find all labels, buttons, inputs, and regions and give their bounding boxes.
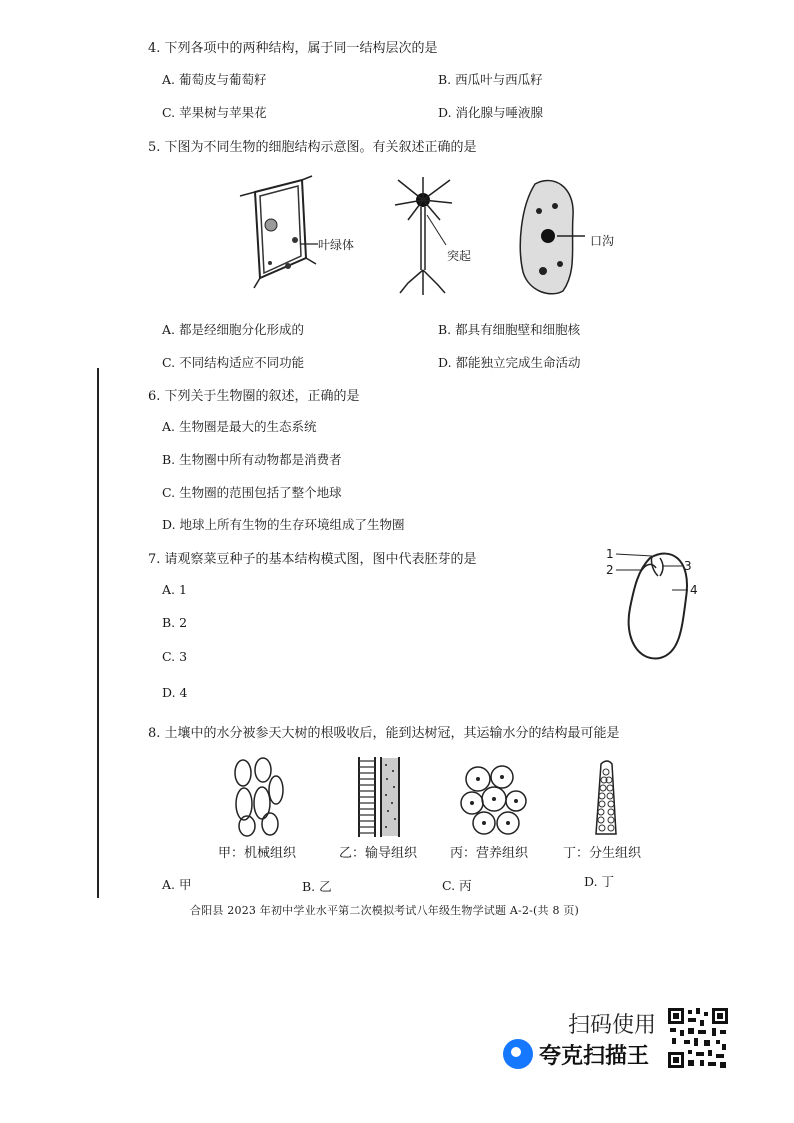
q7-option-a: A. 1 [162, 582, 187, 597]
q7-option-b: B. 2 [162, 615, 188, 630]
q5-option-a: A. 都是经细胞分化形成的 [162, 322, 304, 337]
paramecium-figure [515, 176, 590, 301]
plant-cell-figure [240, 178, 320, 293]
q6-option-b: B. 生物圈中所有动物都是消费者 [162, 452, 342, 467]
q4-option-d: D. 消化腺与唾液腺 [438, 105, 544, 120]
neuron-figure [390, 175, 465, 300]
scanner-brand[interactable] [503, 1037, 649, 1071]
binding-margin-line [97, 368, 99, 898]
seed-label-4: 4 [690, 583, 698, 597]
q6-stem: 6. 下列关于生物圈的叙述，正确的是 [148, 389, 360, 404]
tissue-label-yi: 乙：输导组织 [339, 846, 418, 861]
q6-option-a: A. 生物圈是最大的生态系统 [162, 419, 317, 434]
page-footer: 合阳县 2023 年初中学业水平第二次模拟考试八年级生物学试题 A-2-(共 8 页) [190, 904, 580, 917]
tissue-label-ding: 丁：分生组织 [563, 846, 642, 861]
q8-option-c: C. 丙 [442, 878, 472, 893]
qr-code-icon[interactable] [668, 1008, 728, 1068]
q8-option-b: B. 乙 [302, 879, 332, 894]
q7-option-c: C. 3 [162, 649, 188, 664]
conducting-tissue-figure [355, 755, 405, 839]
q4-option-c: C. 苹果树与苹果花 [162, 105, 267, 120]
q7-stem: 7. 请观察菜豆种子的基本结构模式图，图中代表胚芽的是 [148, 552, 477, 567]
q8-stem: 8. 土壤中的水分被参天大树的根吸收后，能到达树冠，其运输水分的结构最可能是 [148, 726, 620, 741]
nutritive-tissue-figure [460, 765, 530, 837]
q5-stem: 5. 下图为不同生物的细胞结构示意图。有关叙述正确的是 [148, 140, 477, 155]
brand-name: 夸克扫描王 [539, 1043, 650, 1069]
q7-option-d: D. 4 [162, 685, 188, 700]
q8-option-d: D. 丁 [584, 874, 615, 889]
q4-option-a: A. 葡萄皮与葡萄籽 [162, 72, 267, 87]
oral-groove-label: 口沟 [590, 234, 615, 248]
q5-option-c: C. 不同结构适应不同功能 [162, 355, 305, 370]
process-label: 突起 [447, 249, 472, 263]
q5-option-d: D. 都能独立完成生命活动 [438, 355, 581, 370]
q5-option-b: B. 都具有细胞壁和细胞核 [438, 322, 581, 337]
scan-widget-title: 扫码使用 [568, 1013, 657, 1038]
mechanical-tissue-figure [232, 758, 284, 838]
seed-label-2: 2 [606, 563, 614, 577]
seed-label-3: 3 [684, 559, 692, 573]
q4-stem: 4. 下列各项中的两种结构，属于同一结构层次的是 [148, 41, 438, 56]
q6-option-d: D. 地球上所有生物的生存环境组成了生物圈 [162, 517, 405, 532]
quark-logo-icon [503, 1039, 533, 1069]
q8-option-a: A. 甲 [162, 877, 192, 892]
seed-label-1: 1 [606, 547, 614, 561]
tissue-label-bing: 丙：营养组织 [450, 846, 529, 861]
chloroplast-label: 叶绿体 [318, 238, 355, 252]
tissue-label-jia: 甲：机械组织 [218, 846, 297, 861]
meristem-tissue-figure [592, 762, 622, 837]
q6-option-c: C. 生物圈的范围包括了整个地球 [162, 485, 342, 500]
q4-option-b: B. 西瓜叶与西瓜籽 [438, 72, 543, 87]
